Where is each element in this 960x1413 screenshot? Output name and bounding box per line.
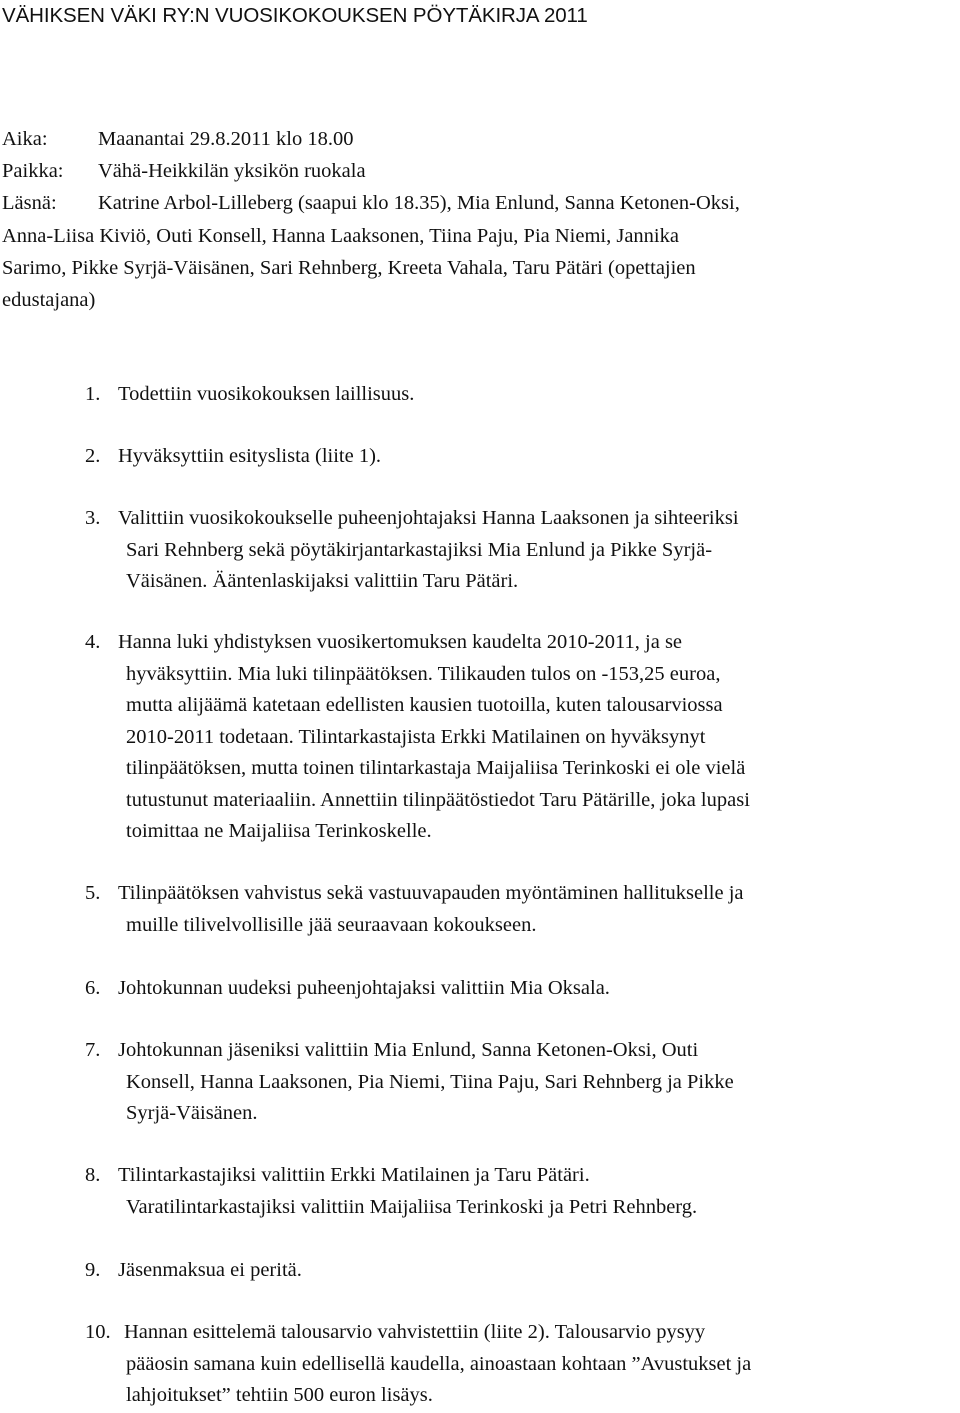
- item-text: [118, 441, 960, 473]
- lasna-line-4: edustajana): [2, 289, 96, 311]
- item-line: Varatilintarkastajiksi valittiin Maijaliisa Terinkoski ja Petri Rehnberg.: [126, 1195, 698, 1218]
- paikka-value: Vähä-Heikkilän yksikön ruokala: [98, 160, 366, 182]
- item-number: 5.: [85, 882, 101, 904]
- item-text: [118, 1035, 960, 1130]
- item-number: 3.: [85, 507, 101, 529]
- item-number: 7.: [85, 1039, 101, 1061]
- item-number: 9.: [85, 1259, 101, 1281]
- item-line: Konsell, Hanna Laaksonen, Pia Niemi, Tiina Paju, Sari Rehnberg ja Pikke: [126, 1070, 734, 1093]
- item-text: [118, 878, 960, 941]
- item-line: pääosin samana kuin edellisellä kaudella, ainoastaan kohtaan ”Avustukset ja: [126, 1352, 752, 1375]
- lasna-line-1: Katrine Arbol-Lilleberg (saapui klo 18.35), Mia Enlund, Sanna Ketonen-Oksi,: [98, 192, 740, 214]
- item-line: Hanna luki yhdistyksen vuosikertomuksen kaudelta 2010-2011, ja se: [118, 631, 683, 653]
- item-text: [118, 379, 960, 411]
- aika-value: Maanantai 29.8.2011 klo 18.00: [98, 128, 354, 150]
- item-text: [118, 1255, 960, 1287]
- item-line: toimittaa ne Maijaliisa Terinkoskelle.: [126, 820, 432, 842]
- item-number: 10.: [85, 1321, 111, 1343]
- item-line: Todettiin vuosikokouksen laillisuus.: [118, 383, 415, 405]
- item-number: 1.: [85, 383, 101, 405]
- item-text: [118, 973, 960, 1005]
- item-number: 4.: [85, 631, 101, 653]
- item-line: Tilinpäätöksen vahvistus sekä vastuuvapauden myöntäminen hallitukselle ja: [118, 882, 744, 904]
- item-number: 6.: [85, 977, 101, 999]
- item-line: Hyväksyttiin esityslista (liite 1).: [118, 445, 382, 467]
- item-line: muille tilivelvollisille jää seuraavaan kokoukseen.: [126, 913, 537, 936]
- item-text: [118, 627, 960, 848]
- item-line: Jäsenmaksua ei peritä.: [118, 1259, 302, 1281]
- item-line: Johtokunnan jäseniksi valittiin Mia Enlund, Sanna Ketonen-Oksi, Outi: [118, 1039, 699, 1061]
- lasna-line-3: Sarimo, Pikke Syrjä-Väisänen, Sari Rehnberg, Kreeta Vahala, Taru Pätäri (opettajien: [2, 257, 696, 279]
- item-line: 2010-2011 todetaan. Tilintarkastajista Erkki Matilainen on hyväksynyt: [126, 725, 706, 748]
- item-line: hyväksyttiin. Mia luki tilinpäätöksen. Tilikauden tulos on -153,25 euroa,: [126, 662, 721, 685]
- paikka-label: Paikka:: [2, 160, 64, 182]
- item-line: mutta alijäämä katetaan edellisten kausien tuotoilla, kuten talousarviossa: [126, 694, 723, 716]
- item-line: tutustunut materiaaliin. Annettiin tilinpäätöstiedot Taru Pätärille, joka lupasi: [126, 788, 750, 811]
- lasna-line-2: Anna-Liisa Kiviö, Outi Konsell, Hanna Laaksonen, Tiina Paju, Pia Niemi, Jannika: [2, 225, 679, 247]
- item-line: Sari Rehnberg sekä pöytäkirjantarkastajiksi Mia Enlund ja Pikke Syrjä-: [126, 538, 713, 561]
- item-line: Valittiin vuosikokoukselle puheenjohtajaksi Hanna Laaksonen ja sihteeriksi: [118, 507, 739, 529]
- item-text: [118, 1160, 960, 1223]
- lasna-label: Läsnä:: [2, 192, 57, 214]
- item-text: [118, 503, 960, 598]
- item-line: Syrjä-Väisänen.: [126, 1102, 258, 1124]
- item-number: 2.: [85, 445, 101, 467]
- item-line: Johtokunnan uudeksi puheenjohtajaksi valittiin Mia Oksala.: [118, 977, 610, 999]
- item-line: tilinpäätöksen, mutta toinen tilintarkastaja Maijaliisa Terinkoski ei ole vielä: [126, 757, 746, 779]
- item-line: Väisänen. Ääntenlaskijaksi valittiin Taru Pätäri.: [126, 570, 519, 592]
- document-title: VÄHIKSEN VÄKI RY:N VUOSIKOKOUKSEN PÖYTÄKIRJA 2011: [2, 4, 588, 27]
- item-number: 8.: [85, 1164, 101, 1186]
- item-line: lahjoitukset” tehtiin 500 euron lisäys.: [126, 1384, 433, 1406]
- aika-label: Aika:: [2, 128, 48, 150]
- item-line: Hannan esittelemä talousarvio vahvistettiin (liite 2). Talousarvio pysyy: [124, 1321, 706, 1343]
- item-text: [124, 1317, 960, 1412]
- item-line: Tilintarkastajiksi valittiin Erkki Matilainen ja Taru Pätäri.: [118, 1164, 590, 1186]
